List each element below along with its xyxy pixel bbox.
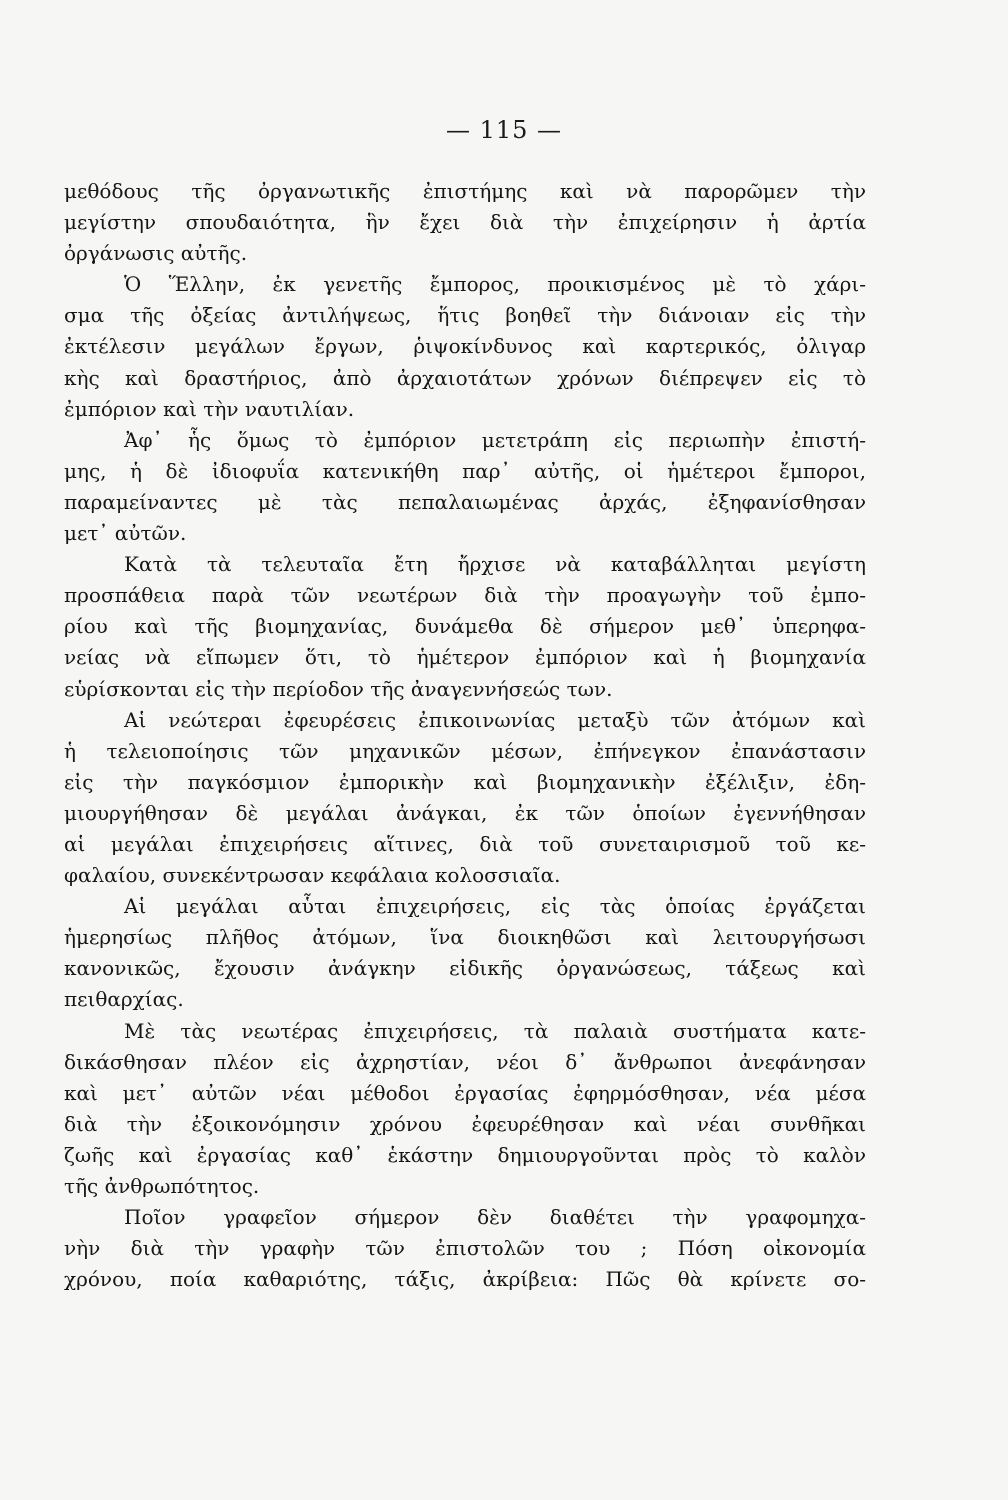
text-line: προσπάθεια παρὰ τῶν νεωτέρων διὰ τὴν προαγωγὴν τοῦ ἐμπο- — [64, 583, 866, 608]
text-line: ζωῆς καὶ ἐργασίας καθ᾽ ἑκάστην δημιουργοῦνται πρὸς τὸ καλὸν — [64, 1142, 866, 1167]
text-line: Αἱ νεώτεραι ἐφευρέσεις ἐπικοινωνίας μεταξὺ τῶν ἀτόμων καὶ — [124, 707, 866, 732]
text-line: Αἱ μεγάλαι αὗται ἐπιχειρήσεις, εἰς τὰς ὁποίας ἐργάζεται — [124, 894, 866, 919]
text-line: μιουργήθησαν δὲ μεγάλαι ἀνάγκαι, ἐκ τῶν ὁποίων ἐγεννήθησαν — [64, 800, 866, 825]
text-line: ἐμπόριον καὶ τὴν ναυτιλίαν. — [64, 396, 355, 421]
text-line: εἰς τὴν παγκόσμιον ἐμπορικὴν καὶ βιομηχανικὴν ἐξέλιξιν, ἐδη- — [64, 769, 866, 794]
text-line: καὶ μετ᾽ αὐτῶν νέαι μέθοδοι ἐργασίας ἐφηρμόσθησαν, νέα μέσα — [64, 1080, 866, 1105]
text-line: Ποῖον γραφεῖον σήμερον δὲν διαθέτει τὴν γραφομηχα- — [124, 1205, 866, 1230]
text-line: μεγίστην σπουδαιότητα, ἣν ἔχει διὰ τὴν ἐπιχείρησιν ἡ ἀρτία — [64, 210, 866, 235]
text-line: νὴν διὰ τὴν γραφὴν τῶν ἐπιστολῶν του ; Πόση οἰκονομία — [64, 1236, 866, 1261]
text-line: μεθόδους τῆς ὀργανωτικῆς ἐπιστήμης καὶ νὰ παρορῶμεν τὴν — [64, 179, 866, 203]
text-line: φαλαίου, συνεκέντρωσαν κεφάλαια κολοσσιαῖα. — [64, 863, 561, 888]
text-line: κὴς καὶ δραστήριος, ἀπὸ ἀρχαιοτάτων χρόνων διέπρεψεν εἰς τὸ — [64, 365, 866, 390]
text-line: νείας νὰ εἴπωμεν ὅτι, τὸ ἡμέτερον ἐμπόριον καὶ ἡ βιομηχανία — [64, 645, 866, 670]
text-line: μης, ἡ δὲ ἰδιοφυΐα κατενικήθη παρ᾽ αὐτῆς, οἱ ἡμέτεροι ἔμποροι, — [64, 458, 866, 483]
text-line: τῆς ἀνθρωπότητος. — [64, 1174, 260, 1198]
text-line: Μὲ τὰς νεωτέρας ἐπιχειρήσεις, τὰ παλαιὰ συστήματα κατε- — [124, 1018, 866, 1043]
text-line: μετ᾽ αὐτῶν. — [64, 521, 187, 546]
text-line: παραμείναντες μὲ τὰς πεπαλαιωμένας ἀρχάς, ἐξηφανίσθησαν — [64, 489, 866, 514]
text-line: Κατὰ τὰ τελευταῖα ἔτη ἤρχισε νὰ καταβάλληται μεγίστη — [124, 552, 866, 577]
text-line: πειθαρχίας. — [64, 987, 184, 1012]
text-line: ἐκτέλεσιν μεγάλων ἔργων, ῥιψοκίνδυνος καὶ καρτερικός, ὀλιγαρ — [64, 334, 866, 359]
text-line: ὀργάνωσις αὐτῆς. — [64, 241, 248, 266]
body-text — [64, 176, 866, 1295]
text-line: χρόνου, ποία καθαριότης, τάξις, ἀκρίβεια: Πῶς θὰ κρίνετε σο- — [64, 1267, 866, 1292]
text-line: διὰ τὴν ἐξοικονόμησιν χρόνου ἐφευρέθησαν καὶ νέαι συνθῆκαι — [64, 1111, 866, 1136]
text-line: Ὁ Ἕλλην, ἐκ γενετῆς ἔμπορος, προικισμένος μὲ τὸ χάρι- — [124, 272, 866, 297]
text-line: σμα τῆς ὀξείας ἀντιλήψεως, ἥτις βοηθεῖ τὴν διάνοιαν εἰς τὴν — [64, 303, 866, 328]
text-line: εὑρίσκονται εἰς τὴν περίοδον τῆς ἀναγεννήσεώς των. — [64, 676, 613, 701]
page-number: — 115 — — [445, 116, 563, 144]
text-line: ρίου καὶ τῆς βιομηχανίας, δυνάμεθα δὲ σήμερον μεθ᾽ ὑπερηφα- — [64, 614, 866, 639]
text-line: κανονικῶς, ἔχουσιν ἀνάγκην εἰδικῆς ὀργανώσεως, τάξεως καὶ — [64, 956, 866, 981]
text-line: ἡμερησίως πλῆθος ἀτόμων, ἵνα διοικηθῶσι καὶ λειτουργήσωσι — [64, 925, 866, 950]
text-line: δικάσθησαν πλέον εἰς ἀχρηστίαν, νέοι δ᾽ ἄνθρωποι ἀνεφάνησαν — [64, 1049, 866, 1074]
text-line: ἡ τελειοποίησις τῶν μηχανικῶν μέσων, ἐπήνεγκον ἐπανάστασιν — [64, 738, 866, 763]
text-line: Ἀφ᾽ ἧς ὅμως τὸ ἐμπόριον μετετράπη εἰς περιωπὴν ἐπιστή- — [124, 427, 866, 452]
text-line: αἱ μεγάλαι ἐπιχειρήσεις αἵτινες, διὰ τοῦ συνεταιρισμοῦ τοῦ κε- — [64, 831, 866, 856]
